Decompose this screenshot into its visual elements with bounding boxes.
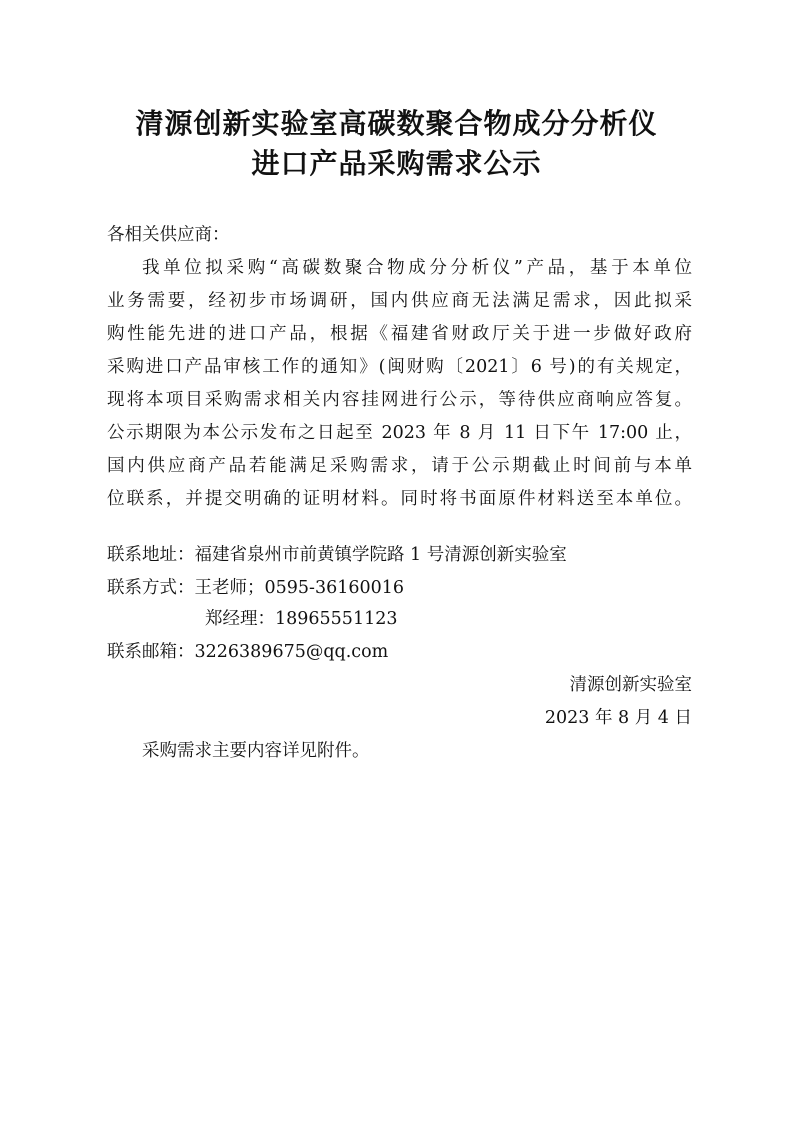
signature-organization: 清源创新实验室 <box>569 675 692 695</box>
body-paragraph-line: 购性能先进的进口产品，根据《福建省财政厅关于进一步做好政府 <box>107 324 692 344</box>
body-paragraph-line: 我单位拟采购“高碳数聚合物成分分析仪”产品，基于本单位 <box>142 258 692 278</box>
contact-method: 联系方式：王老师；0595-36160016 <box>107 578 405 598</box>
attachment-note: 采购需求主要内容详见附件。 <box>142 741 370 761</box>
salutation: 各相关供应商： <box>107 225 230 245</box>
body-paragraph-line: 公示期限为本公示发布之日起至 2023 年 8 月 11 日下午 17:00 止， <box>107 423 692 443</box>
body-paragraph-line: 位联系，并提交明确的证明材料。同时将书面原件材料送至本单位。 <box>107 489 692 509</box>
body-paragraph-line: 采购进口产品审核工作的通知》(闽财购〔2021〕6 号)的有关规定， <box>107 357 692 377</box>
document-title-line-2: 进口产品采购需求公示 <box>251 147 542 180</box>
body-paragraph-line: 国内供应商产品若能满足采购需求，请于公示期截止时间前与本单 <box>107 456 692 476</box>
contact-email: 联系邮箱：3226389675@qq.com <box>107 642 389 662</box>
document-title-line-1: 清源创新实验室高碳数聚合物成分分析仪 <box>135 107 658 140</box>
signature-date: 2023 年 8 月 4 日 <box>544 708 692 728</box>
contact-address: 联系地址：福建省泉州市前黄镇学院路 1 号清源创新实验室 <box>107 545 567 565</box>
body-paragraph-line: 现将本项目采购需求相关内容挂网进行公示，等待供应商响应答复。 <box>107 390 692 410</box>
contact-method-secondary: 郑经理：18965551123 <box>205 609 398 629</box>
body-paragraph-line: 业务需要，经初步市场调研，国内供应商无法满足需求，因此拟采 <box>107 291 692 311</box>
